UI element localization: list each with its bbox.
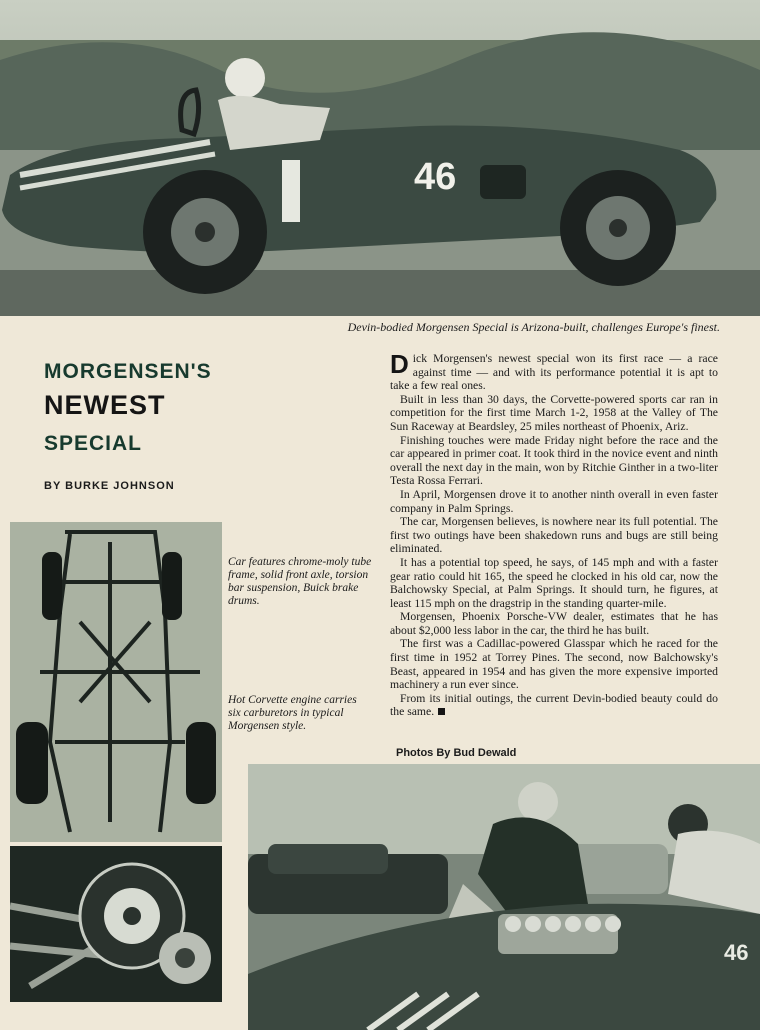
paragraph-6: It has a potential top speed, he says, of 145 mph and with a faster gear ratio could hit 165, the speed he clocked in his old car, now the Balchowsky Special, at Palm Springs. It should turn, he figures, at least 115 mph on the dragstrip in the standing quarter-mile.	[390, 555, 718, 610]
photo-credit: Photos By Bud Dewald	[396, 747, 517, 759]
paragraph-2: Built in less than 30 days, the Corvette-powered sports car ran in competition for the first time March 1-2, 1958 at the Valley of The Sun Raceway at Beardsley, 25 miles northeast of Phoenix, Ariz.	[390, 392, 718, 433]
paragraph-3: Finishing touches were made Friday night before the race and the car appeared in primer coat. It took third in the novice event and ninth overall the next day in the main, won by Ritchie Ginther in a two-liter Testa Rossa Ferrari.	[390, 433, 718, 488]
race-car-photo	[0, 0, 760, 316]
end-mark	[438, 708, 445, 715]
article-body	[390, 349, 718, 719]
chassis-frame-photo	[10, 522, 222, 842]
paragraph-5: The car, Morgensen believes, is nowhere near its full potential. The first two outings have been shakedown runs and bugs are still being eliminated.	[390, 515, 718, 556]
paragraph-7: Morgensen, Phoenix Porsche-VW dealer, estimates that he has about $2,000 less labor in the car, the third he has built.	[390, 610, 718, 637]
top-photo-caption: Devin-bodied Morgensen Special is Arizona-built, challenges Europe's finest.	[347, 320, 720, 334]
paragraph-9: From its initial outings, the current Devin-bodied beauty could do the same.	[390, 691, 718, 719]
car-number: 46	[414, 156, 457, 198]
engine-bay-photo	[248, 764, 760, 1030]
paragraph-1: ick Morgensen's newest special won its first race — a race against time — and with its performance potential it is apt to take a few real ones.	[390, 352, 718, 393]
engine-car-number: 46	[724, 940, 749, 965]
title-line-2: NEWEST	[44, 390, 166, 420]
paragraph-8: The first was a Cadillac-powered Glasspar which he raced for the first time in 1952 at Torrey Pines. The second, now Balchowsky's Beast, appeared in 1954 and has given the more expensive imported machinery a run ever since.	[390, 637, 718, 692]
chassis-caption: Car features chrome-moly tube frame, solid front axle, torsion bar suspension, Buick brake drums.	[228, 556, 372, 607]
title-line-1: MORGENSEN'S	[44, 360, 212, 383]
drop-cap: D	[390, 349, 409, 379]
brake-drum-photo	[10, 846, 222, 1002]
title-line-3: SPECIAL	[44, 432, 143, 455]
byline: BY BURKE JOHNSON	[44, 480, 175, 492]
engine-caption: Hot Corvette engine carries six carburetors in typical Morgensen style.	[228, 694, 357, 732]
paragraph-4: In April, Morgensen drove it to another ninth overall in even faster company in Palm Springs.	[390, 487, 718, 515]
